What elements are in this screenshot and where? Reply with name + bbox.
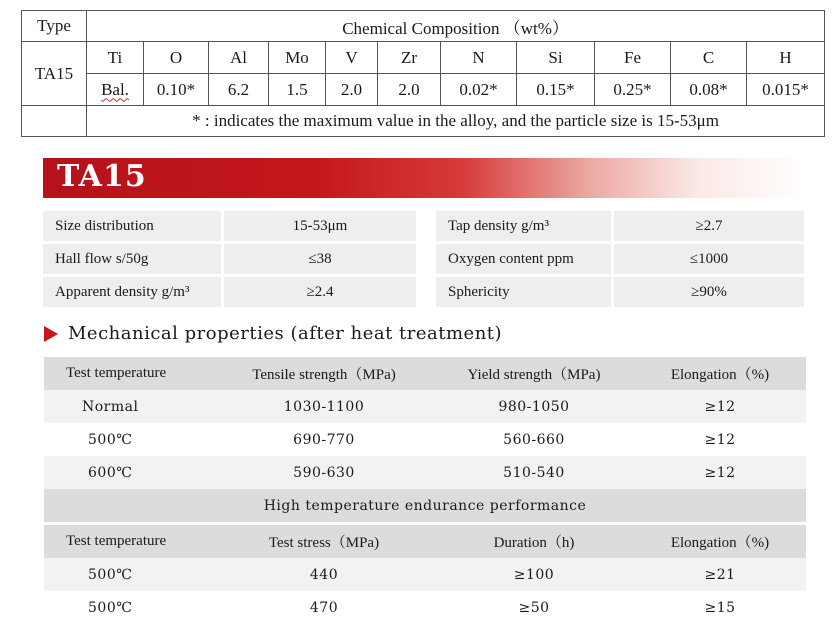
element-fe: Fe [595, 42, 671, 74]
element-h: H [747, 42, 825, 74]
value-c: 0.08* [671, 74, 747, 106]
endurance-header-row [44, 525, 806, 558]
header-duration: Duration（h) [493, 535, 575, 551]
grid-gap [419, 277, 433, 307]
cell-yield: 560-660 [503, 431, 565, 448]
table-row [44, 591, 806, 624]
cell-duration: ≥100 [513, 566, 555, 583]
value-mo: 1.5 [269, 74, 326, 106]
cell-stress: 470 [309, 599, 339, 616]
oxygen-content-label: Oxygen content ppm [436, 244, 611, 274]
hall-flow-label: Hall flow s/50g [43, 244, 221, 274]
value-ti-text: Bal. [101, 79, 129, 99]
endurance-heading: High temperature endurance performance [263, 497, 587, 514]
grid-gap [419, 211, 433, 241]
cell-temperature: 500℃ [88, 431, 133, 448]
hall-flow-value: ≤38 [224, 244, 416, 274]
composition-note: * : indicates the maximum value in the alloy, and the particle size is 15-53μm [87, 106, 825, 137]
cell-temperature: 500℃ [88, 599, 133, 616]
element-n: N [441, 42, 517, 74]
table-row [44, 390, 806, 423]
sphericity-value: ≥90% [614, 277, 804, 307]
cell-elongation: ≥21 [704, 566, 736, 583]
value-fe: 0.25* [595, 74, 671, 106]
value-si: 0.15* [517, 74, 595, 106]
cell-elongation: ≥12 [704, 464, 736, 481]
sphericity-label: Sphericity [436, 277, 611, 307]
cell-temperature: Normal [82, 398, 139, 415]
endurance-heading-row [44, 489, 806, 522]
value-al: 6.2 [209, 74, 269, 106]
header-test-stress: Test stress（MPa) [268, 535, 380, 551]
header-tensile-strength: Tensile strength（MPa) [252, 367, 396, 383]
cell-yield: 980-1050 [498, 398, 570, 415]
grade-banner [43, 158, 805, 198]
type-header: Type [22, 11, 87, 42]
value-ti [87, 74, 144, 106]
element-ti: Ti [87, 42, 144, 74]
value-n: 0.02* [441, 74, 517, 106]
composition-title: Chemical Composition （wt%） [87, 11, 825, 42]
element-mo: Mo [269, 42, 326, 74]
cell-tensile: 590-630 [293, 464, 355, 481]
element-o: O [144, 42, 209, 74]
cell-elongation: ≥12 [704, 398, 736, 415]
mechanical-table [44, 357, 806, 624]
table-row [44, 423, 806, 456]
note-spacer [22, 106, 87, 137]
cell-duration: ≥50 [518, 599, 550, 616]
cell-temperature: 600℃ [88, 464, 133, 481]
cell-temperature: 500℃ [88, 566, 133, 583]
tap-density-value: ≥2.7 [614, 211, 804, 241]
triangle-bullet-icon [44, 326, 58, 342]
header-elongation: Elongation（%) [670, 367, 770, 383]
cell-elongation: ≥15 [704, 599, 736, 616]
composition-table [21, 10, 825, 137]
mechanical-heading-text: Mechanical properties (after heat treatment) [68, 323, 503, 344]
cell-elongation: ≥12 [704, 431, 736, 448]
cell-stress: 440 [309, 566, 339, 583]
grade-cell: TA15 [22, 42, 87, 106]
value-zr: 2.0 [378, 74, 441, 106]
banner-title: TA15 [57, 159, 147, 194]
value-h: 0.015* [747, 74, 825, 106]
cell-tensile: 1030-1100 [283, 398, 365, 415]
apparent-density-value: ≥2.4 [224, 277, 416, 307]
size-distribution-value: 15-53μm [224, 211, 416, 241]
header-yield-strength: Yield strength（MPa) [467, 367, 601, 383]
header-elongation: Elongation（%) [670, 535, 770, 551]
cell-yield: 510-540 [503, 464, 565, 481]
element-v: V [326, 42, 378, 74]
size-distribution-label: Size distribution [43, 211, 221, 241]
element-c: C [671, 42, 747, 74]
properties-grid [40, 208, 807, 310]
mechanical-header-row [44, 357, 806, 390]
header-test-temperature: Test temperature [66, 365, 167, 381]
oxygen-content-value: ≤1000 [614, 244, 804, 274]
property-row [43, 244, 804, 274]
cell-tensile: 690-770 [293, 431, 355, 448]
mechanical-heading [44, 323, 502, 344]
header-test-temperature: Test temperature [66, 533, 167, 549]
property-row [43, 277, 804, 307]
element-zr: Zr [378, 42, 441, 74]
table-row [44, 456, 806, 489]
apparent-density-label: Apparent density g/m³ [43, 277, 221, 307]
tap-density-label: Tap density g/m³ [436, 211, 611, 241]
property-row [43, 211, 804, 241]
value-o: 0.10* [144, 74, 209, 106]
grid-gap [419, 244, 433, 274]
table-row [44, 558, 806, 591]
element-si: Si [517, 42, 595, 74]
element-al: Al [209, 42, 269, 74]
value-v: 2.0 [326, 74, 378, 106]
